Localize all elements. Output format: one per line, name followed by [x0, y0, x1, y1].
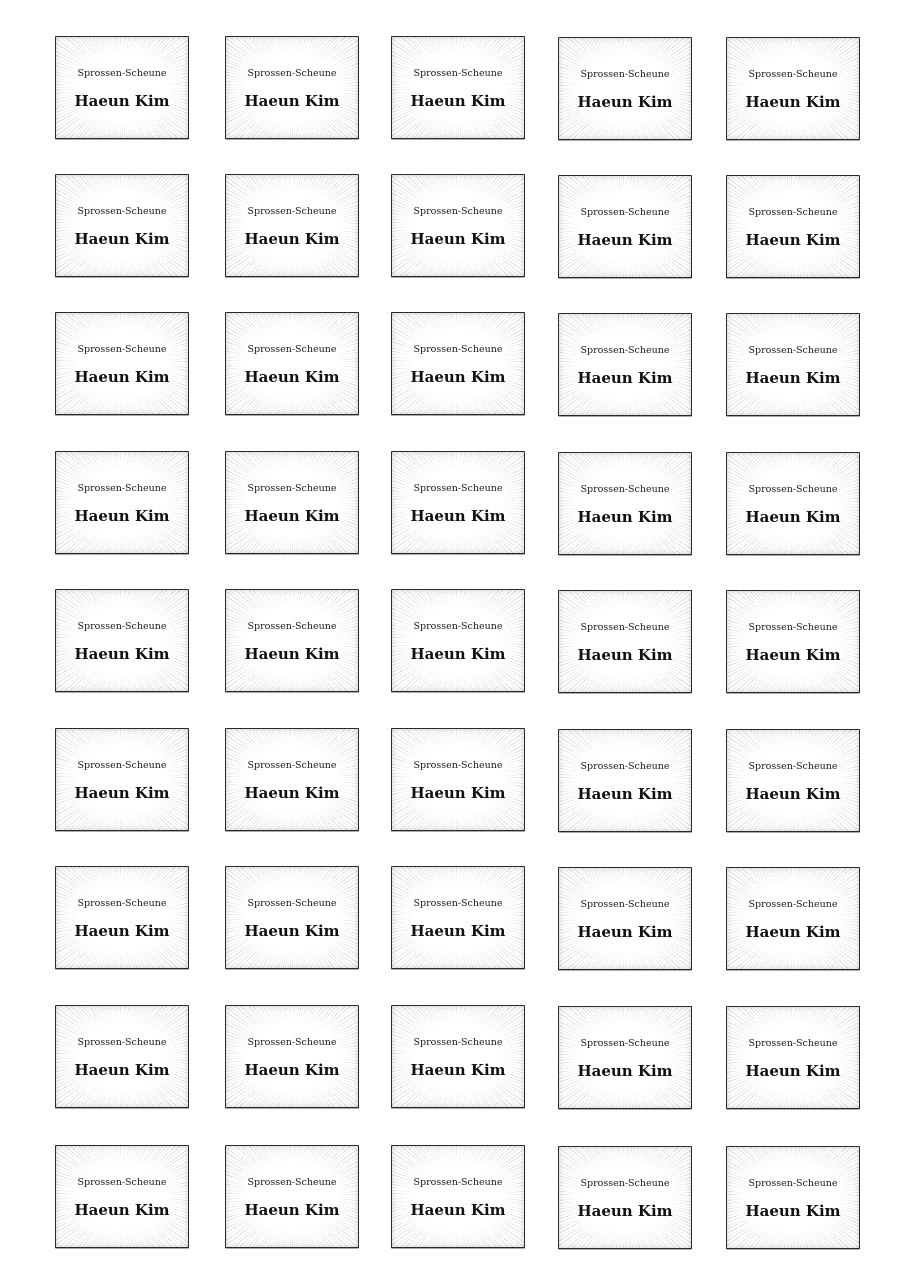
name-label: [558, 590, 692, 693]
person-name: Haeun Kim: [244, 368, 340, 386]
person-name: Haeun Kim: [577, 646, 673, 664]
person-name: Haeun Kim: [74, 368, 170, 386]
shop-name: Sprossen-Scheune: [580, 69, 670, 80]
name-label: [55, 312, 189, 415]
person-name: Haeun Kim: [745, 923, 841, 941]
name-label: [55, 589, 189, 692]
person-name: Haeun Kim: [577, 923, 673, 941]
name-label: [225, 312, 359, 415]
person-name: Haeun Kim: [244, 645, 340, 663]
person-name: Haeun Kim: [577, 1062, 673, 1080]
name-label: [225, 1005, 359, 1108]
person-name: Haeun Kim: [410, 92, 506, 110]
name-label: [558, 1006, 692, 1109]
name-label: [55, 36, 189, 139]
shop-name: Sprossen-Scheune: [580, 207, 670, 218]
shop-name: Sprossen-Scheune: [413, 344, 503, 355]
shop-name: Sprossen-Scheune: [413, 1177, 503, 1188]
name-label: [558, 37, 692, 140]
name-label: [391, 866, 525, 969]
shop-name: Sprossen-Scheune: [748, 761, 838, 772]
person-name: Haeun Kim: [745, 369, 841, 387]
name-label: [225, 1145, 359, 1248]
person-name: Haeun Kim: [577, 508, 673, 526]
shop-name: Sprossen-Scheune: [580, 761, 670, 772]
person-name: Haeun Kim: [244, 507, 340, 525]
person-name: Haeun Kim: [244, 230, 340, 248]
person-name: Haeun Kim: [745, 785, 841, 803]
person-name: Haeun Kim: [410, 1061, 506, 1079]
name-label: [726, 1006, 860, 1109]
shop-name: Sprossen-Scheune: [247, 1037, 337, 1048]
shop-name: Sprossen-Scheune: [247, 898, 337, 909]
person-name: Haeun Kim: [74, 507, 170, 525]
person-name: Haeun Kim: [577, 231, 673, 249]
name-label: [726, 37, 860, 140]
person-name: Haeun Kim: [577, 785, 673, 803]
shop-name: Sprossen-Scheune: [247, 1177, 337, 1188]
name-label: [726, 729, 860, 832]
name-label: [55, 1005, 189, 1108]
person-name: Haeun Kim: [244, 784, 340, 802]
shop-name: Sprossen-Scheune: [247, 68, 337, 79]
shop-name: Sprossen-Scheune: [413, 621, 503, 632]
shop-name: Sprossen-Scheune: [748, 622, 838, 633]
shop-name: Sprossen-Scheune: [77, 898, 167, 909]
shop-name: Sprossen-Scheune: [748, 1178, 838, 1189]
name-label: [55, 866, 189, 969]
name-label: [391, 36, 525, 139]
person-name: Haeun Kim: [410, 368, 506, 386]
person-name: Haeun Kim: [244, 1201, 340, 1219]
shop-name: Sprossen-Scheune: [413, 206, 503, 217]
person-name: Haeun Kim: [74, 645, 170, 663]
person-name: Haeun Kim: [410, 645, 506, 663]
shop-name: Sprossen-Scheune: [580, 1038, 670, 1049]
shop-name: Sprossen-Scheune: [748, 899, 838, 910]
shop-name: Sprossen-Scheune: [247, 760, 337, 771]
shop-name: Sprossen-Scheune: [247, 206, 337, 217]
person-name: Haeun Kim: [74, 230, 170, 248]
shop-name: Sprossen-Scheune: [247, 344, 337, 355]
person-name: Haeun Kim: [577, 93, 673, 111]
person-name: Haeun Kim: [410, 922, 506, 940]
name-label: [558, 452, 692, 555]
shop-name: Sprossen-Scheune: [77, 621, 167, 632]
name-label: [726, 1146, 860, 1249]
shop-name: Sprossen-Scheune: [413, 68, 503, 79]
shop-name: Sprossen-Scheune: [77, 68, 167, 79]
shop-name: Sprossen-Scheune: [748, 1038, 838, 1049]
person-name: Haeun Kim: [74, 922, 170, 940]
name-label: [225, 174, 359, 277]
name-label: [55, 728, 189, 831]
name-label: [391, 1145, 525, 1248]
name-label: [558, 729, 692, 832]
person-name: Haeun Kim: [244, 92, 340, 110]
name-label: [558, 313, 692, 416]
shop-name: Sprossen-Scheune: [77, 760, 167, 771]
name-label: [55, 174, 189, 277]
person-name: Haeun Kim: [410, 784, 506, 802]
person-name: Haeun Kim: [577, 1202, 673, 1220]
shop-name: Sprossen-Scheune: [413, 1037, 503, 1048]
person-name: Haeun Kim: [410, 1201, 506, 1219]
shop-name: Sprossen-Scheune: [580, 899, 670, 910]
name-label: [225, 451, 359, 554]
name-label: [225, 36, 359, 139]
name-label: [225, 589, 359, 692]
name-label: [55, 451, 189, 554]
shop-name: Sprossen-Scheune: [580, 622, 670, 633]
name-label: [225, 728, 359, 831]
person-name: Haeun Kim: [745, 646, 841, 664]
shop-name: Sprossen-Scheune: [580, 484, 670, 495]
name-label: [391, 589, 525, 692]
person-name: Haeun Kim: [74, 1201, 170, 1219]
person-name: Haeun Kim: [410, 230, 506, 248]
name-label: [391, 451, 525, 554]
person-name: Haeun Kim: [745, 231, 841, 249]
shop-name: Sprossen-Scheune: [748, 207, 838, 218]
person-name: Haeun Kim: [745, 1062, 841, 1080]
name-label: [558, 175, 692, 278]
name-label: [55, 1145, 189, 1248]
shop-name: Sprossen-Scheune: [748, 345, 838, 356]
name-label: [726, 590, 860, 693]
shop-name: Sprossen-Scheune: [413, 483, 503, 494]
shop-name: Sprossen-Scheune: [77, 1037, 167, 1048]
name-label: [726, 452, 860, 555]
name-label: [225, 866, 359, 969]
person-name: Haeun Kim: [74, 92, 170, 110]
person-name: Haeun Kim: [244, 1061, 340, 1079]
person-name: Haeun Kim: [244, 922, 340, 940]
person-name: Haeun Kim: [745, 508, 841, 526]
shop-name: Sprossen-Scheune: [413, 760, 503, 771]
shop-name: Sprossen-Scheune: [748, 69, 838, 80]
shop-name: Sprossen-Scheune: [77, 483, 167, 494]
person-name: Haeun Kim: [745, 1202, 841, 1220]
name-label: [726, 313, 860, 416]
shop-name: Sprossen-Scheune: [413, 898, 503, 909]
person-name: Haeun Kim: [74, 1061, 170, 1079]
shop-name: Sprossen-Scheune: [77, 1177, 167, 1188]
name-label: [726, 867, 860, 970]
shop-name: Sprossen-Scheune: [580, 345, 670, 356]
name-label: [558, 867, 692, 970]
person-name: Haeun Kim: [577, 369, 673, 387]
shop-name: Sprossen-Scheune: [77, 344, 167, 355]
name-label: [391, 312, 525, 415]
person-name: Haeun Kim: [410, 507, 506, 525]
name-label: [391, 174, 525, 277]
name-label: [558, 1146, 692, 1249]
name-label: [391, 1005, 525, 1108]
shop-name: Sprossen-Scheune: [247, 483, 337, 494]
name-label: [726, 175, 860, 278]
shop-name: Sprossen-Scheune: [580, 1178, 670, 1189]
shop-name: Sprossen-Scheune: [748, 484, 838, 495]
person-name: Haeun Kim: [745, 93, 841, 111]
name-label: [391, 728, 525, 831]
person-name: Haeun Kim: [74, 784, 170, 802]
shop-name: Sprossen-Scheune: [247, 621, 337, 632]
shop-name: Sprossen-Scheune: [77, 206, 167, 217]
